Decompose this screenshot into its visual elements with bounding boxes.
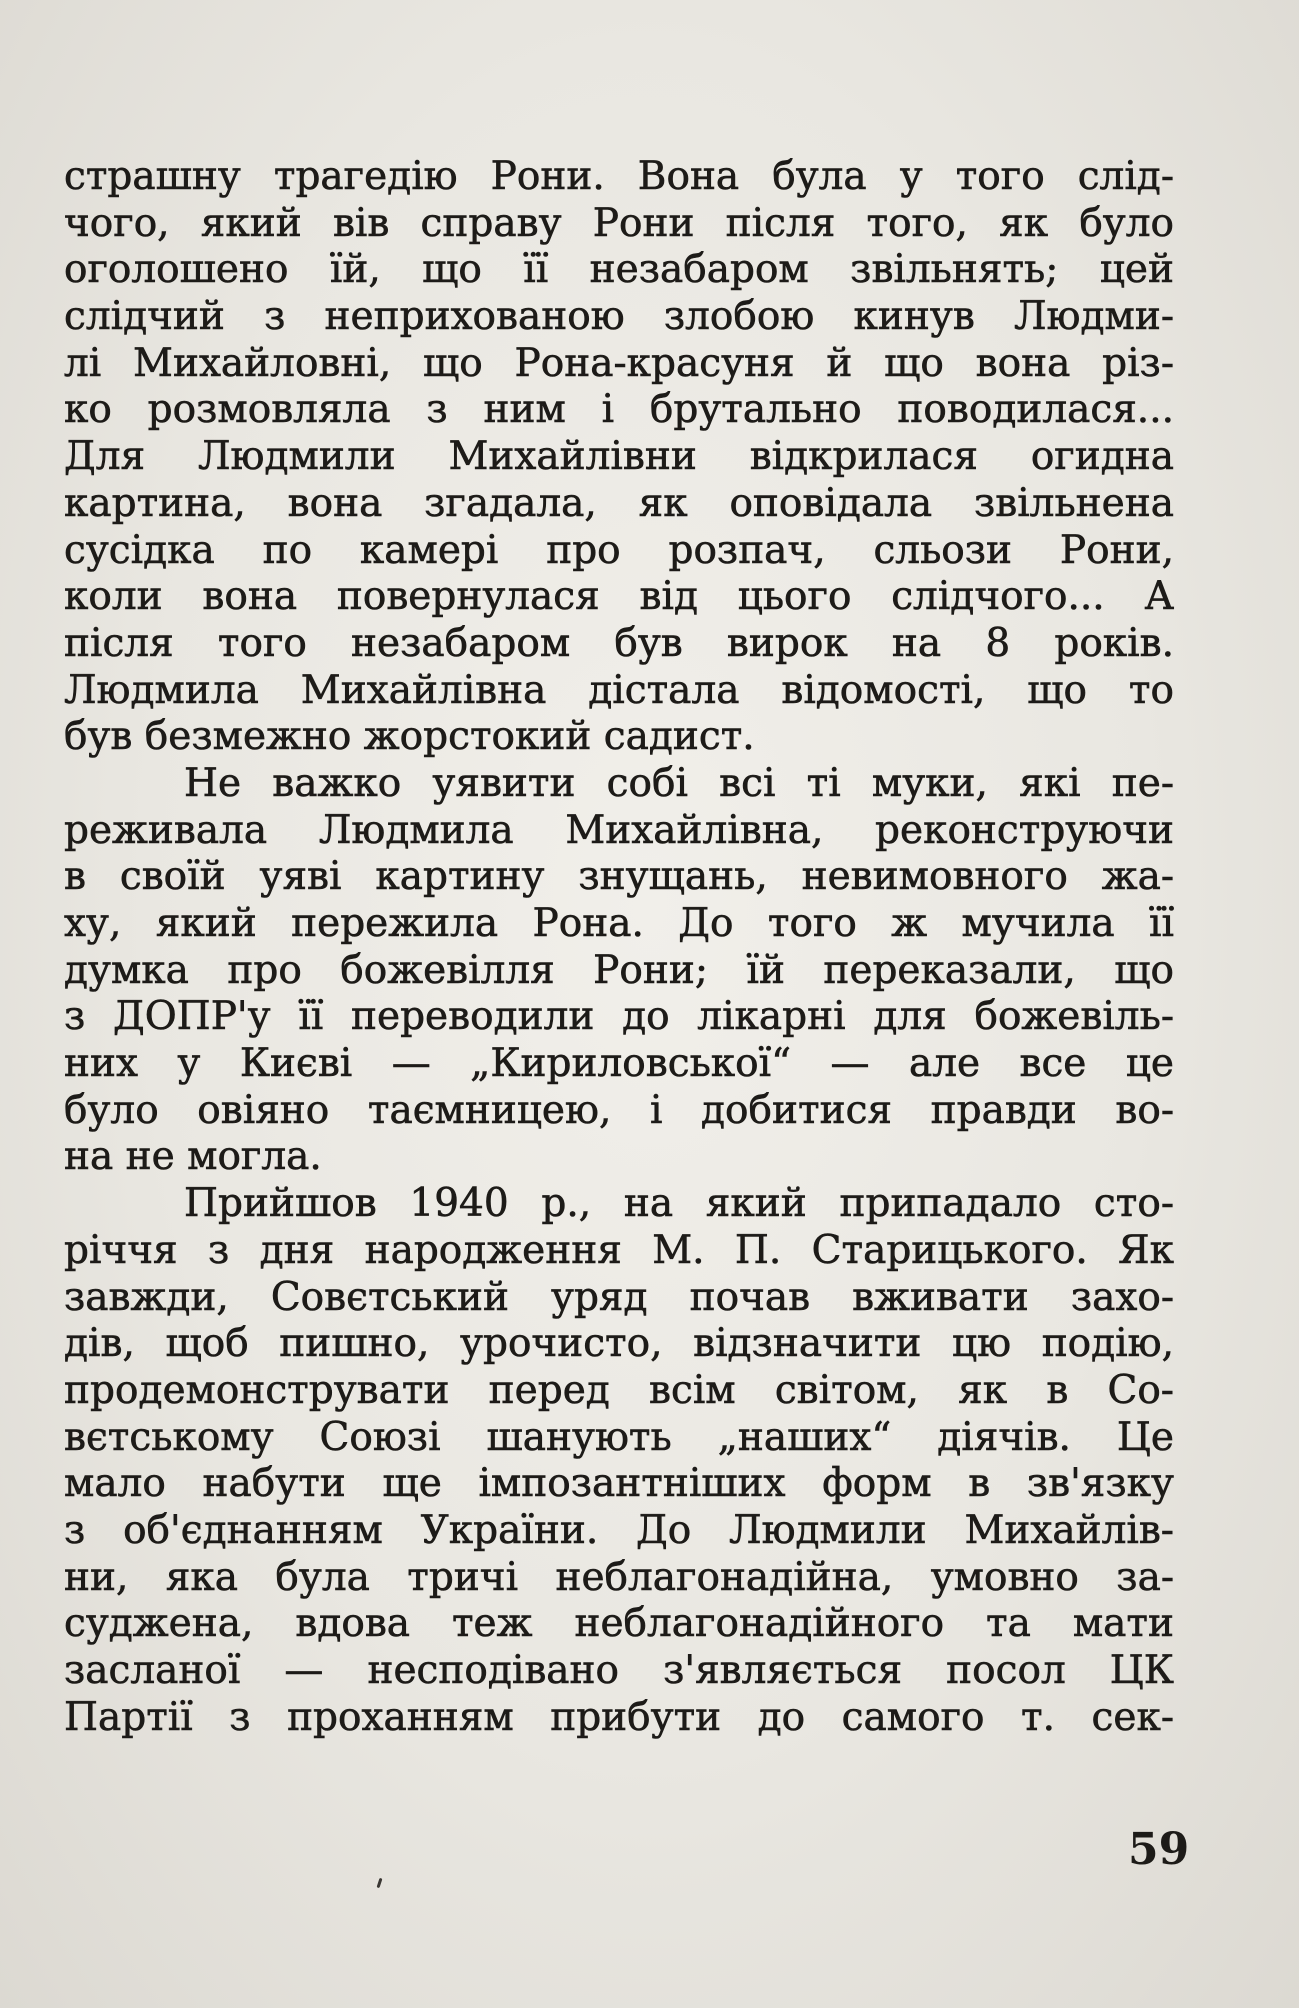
text-line: Партії з проханням прибути до самого т. сек- xyxy=(64,1694,1174,1740)
text-line: думка про божевілля Рони; їй переказали, що xyxy=(64,947,1174,993)
text-line: лі Михайловні, що Рона-красуня й що вона різ- xyxy=(64,340,1174,386)
text-line: був безмежно жорстокий садист. xyxy=(64,714,755,760)
text-line: мало набути ще імпозантніших форм в зв'язку xyxy=(64,1461,1174,1507)
text-line: було овіяно таємницею, і добитися правди во- xyxy=(64,1087,1174,1133)
text-line: чого, який вів справу Рони після того, як було xyxy=(64,200,1174,246)
text-line: слідчий з неприхованою злобою кинув Людми- xyxy=(64,294,1174,340)
paragraph-first-line: Прийшов 1940 р., на який припадало сто- xyxy=(184,1181,1174,1227)
page-number: 59 xyxy=(1128,1824,1190,1875)
text-line: оголошено їй, що її незабаром звільнять; цей xyxy=(64,247,1174,293)
paragraph-first-line: Не важко уявити собі всі ті муки, які пе- xyxy=(184,760,1174,806)
text-line: після того незабаром був вирок на 8 років. xyxy=(64,620,1174,666)
text-line: завжди, Совєтський уряд почав вживати захо- xyxy=(64,1274,1174,1320)
text-line: них у Києві — „Кириловської“ — але все це xyxy=(64,1041,1174,1087)
print-speck xyxy=(377,1878,383,1888)
text-line: Для Людмили Михайлівни відкрилася огидна xyxy=(64,434,1174,480)
text-line: картина, вона згадала, як оповідала звільнена xyxy=(64,480,1174,526)
text-line: суджена, вдова теж неблагонадійного та мати xyxy=(64,1601,1174,1647)
body-text xyxy=(64,154,1174,1741)
text-line: сусідка по камері про розпач, сльози Рони, xyxy=(64,527,1174,573)
text-line: коли вона повернулася від цього слідчого... А xyxy=(64,574,1174,620)
text-line: ни, яка була тричі неблагонадійна, умовно за- xyxy=(64,1554,1174,1600)
text-line: вєтському Союзі шанують „наших“ діячів. Це xyxy=(64,1414,1174,1460)
text-line: страшну трагедію Рони. Вона була у того слід- xyxy=(64,154,1174,199)
text-line: з ДОПР'у її переводили до лікарні для божевіль- xyxy=(64,994,1174,1040)
text-line: дів, щоб пишно, урочисто, відзначити цю подію, xyxy=(64,1321,1174,1367)
text-line: Людмила Михайлівна дістала відомості, що то xyxy=(64,667,1174,713)
text-line: продемонструвати перед всім світом, як в Со- xyxy=(64,1367,1174,1413)
text-line: на не могла. xyxy=(64,1134,322,1180)
text-line: річчя з дня народження М. П. Старицького. Як xyxy=(64,1227,1174,1273)
text-line: засланої — несподівано з'являється посол ЦК xyxy=(64,1648,1174,1693)
text-line: з об'єднанням України. До Людмили Михайлів- xyxy=(64,1507,1174,1553)
text-line: ху, який пережила Рона. До того ж мучила її xyxy=(64,901,1174,946)
text-line: ко розмовляла з ним і брутально поводилася... xyxy=(64,387,1174,433)
text-line: реживала Людмила Михайлівна, реконструючи xyxy=(64,807,1174,853)
text-line: в своїй уяві картину знущань, невимовного жа- xyxy=(64,854,1174,900)
